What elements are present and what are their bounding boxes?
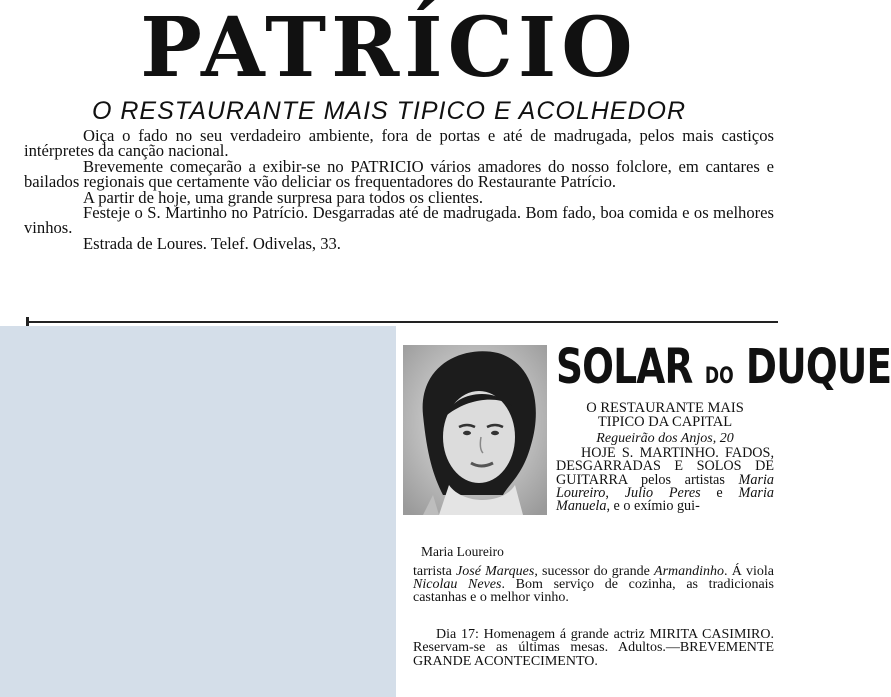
patricio-paragraph-martinho: Festeje o S. Martinho no Patrício. Desgarradas até de madrugada. Bom fado, boa comida e os melhores vinhos. — [24, 203, 774, 238]
photo-caption: Maria Loureiro — [421, 544, 504, 559]
programme-text-c: e — [700, 484, 739, 501]
guitarists-text-b: , sucessor do grande — [534, 564, 655, 579]
section-divider — [26, 321, 778, 323]
solar-paragraph-programme — [556, 447, 774, 513]
guitarists-text-a: tarrista — [413, 564, 457, 579]
solar-subtitle — [556, 401, 774, 429]
programme-text-d: , e o exímio gui- — [606, 498, 700, 515]
solar-paragraph-homage: Dia 17: Homenagem á grande actriz MIRITA CASIMIRO. Reservam-se as últimas mesas. Adultos.—BREVEMENTE GRANDE ACONTECIMENTO. — [413, 627, 774, 669]
portrait-illustration — [403, 345, 547, 515]
artist-julio-peres: Julio Peres — [624, 484, 701, 501]
solar-title-word-duque: DUQUE — [745, 339, 891, 395]
artist-maria-loureiro: Maria Loureiro — [556, 471, 774, 501]
solar-subtitle-line2: TIPICO DA CAPITAL — [597, 414, 733, 430]
solar-address: Regueirão dos Anjos, 20 — [596, 431, 734, 446]
solar-do-duque-ad — [397, 326, 891, 697]
artist-nicolau-neves: Nicolau Neves — [413, 577, 502, 593]
solar-subtitle-line1: O RESTAURANTE MAIS — [586, 400, 744, 416]
artist-jose-marques: José Marques — [456, 564, 535, 579]
patricio-paragraph-surpresa: A partir de hoje, uma grande surpresa para todos os clientes. — [83, 187, 483, 207]
patricio-title: PATRÍCIO — [140, 0, 638, 96]
portrait-photo — [403, 345, 547, 515]
programme-text-a: HOJE S. MARTINHO. FADOS, DESGARRADAS E SOLOS DE GUITARRA pelos artistas — [556, 445, 774, 488]
guitarists-text-c: . Á viola — [724, 564, 774, 579]
solar-title-word-solar: SOLAR — [556, 339, 693, 395]
artist-armandinho: Armandinho — [654, 564, 725, 579]
patricio-body — [24, 128, 774, 251]
blank-region — [0, 326, 396, 697]
solar-paragraph-guitarists — [413, 565, 774, 605]
patricio-paragraph-fado: Oiça o fado no seu verdadeiro ambiente, fora de portas e até de madrugada, pelos mais castiços intérpretes da canção nacional. — [24, 126, 774, 161]
patricio-paragraph-address: Estrada de Loures. Telef. Odivelas, 33. — [83, 233, 341, 253]
solar-title-word-do: DO — [704, 364, 734, 389]
guitarists-text-d: . Bom serviço de cozinha, as tradicionais castanhas e o melhor vinho. — [413, 577, 774, 606]
programme-text-b: , — [605, 484, 625, 501]
patricio-paragraph-folclore: Brevemente começarão a exibir-se no PATRICIO vários amadores do nosso folclore, em cantares e bailados regionais que certamente vão deliciar os frequentadores do Restaurante Patrício. — [24, 156, 774, 192]
artist-maria-manuela: Maria Manuela — [556, 484, 774, 515]
patricio-subtitle: O RESTAURANTE MAIS TIPICO E ACOLHEDOR — [91, 97, 687, 125]
